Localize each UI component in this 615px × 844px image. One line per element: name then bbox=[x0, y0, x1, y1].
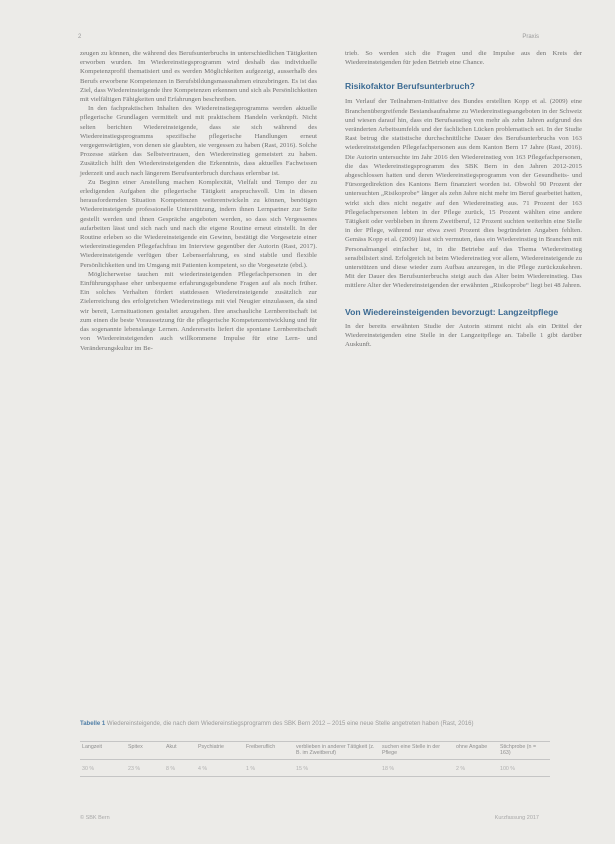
left-column bbox=[80, 49, 317, 353]
column-header: ohne Angabe bbox=[454, 742, 498, 760]
table-caption bbox=[80, 720, 550, 728]
paragraph: trieb. So werden sich die Fragen und die Impulse aus den Kreis der Wiedereinsteigenden für jeden Betrieb eine Chance. bbox=[345, 50, 582, 67]
section-heading: Von Wiedereinsteigenden bevorzugt: Langzeitpflege bbox=[345, 306, 559, 317]
table-cell: 23 % bbox=[126, 760, 164, 777]
footer-right: Kurzfassung 2017 bbox=[494, 815, 539, 821]
table-cell: 2 % bbox=[454, 760, 498, 777]
right-column bbox=[345, 49, 582, 349]
column-header: suchen eine Stelle in der Pflege bbox=[380, 742, 454, 760]
paragraph: Möglicherweise tauchen mit wiederinsteigenden Pflegefachpersonen in der Einführungsphase eher unbequeme erfahrungsgebundene Fragen auf als noch früher. Ein solches Verhalten fördert stattdessen Wiedereinsteigende zusätzlich zur Zielerreichung des erfolgreichen Wiedereinstiegs mit viel Neugier einzulassen, da sind wir bereit, Lernsituationen gestaltet anzugehen. Ihre anschauliche Lernbereitschaft ist zum einen die beste Voraussetzung für die pflegerische Kompetenzentwicklung und für das sogenannte lebenslange Lernen. Andererseits liefert die spontane Lernbereitschaft von Wiedereinsteigenden auch willkommene Impulse für eine Lern- und Veränderungskultur im Be- bbox=[80, 270, 317, 352]
table-cell: 18 % bbox=[380, 760, 454, 777]
column-header: Psychiatrie bbox=[196, 742, 244, 760]
page-number: 2 bbox=[78, 34, 82, 40]
footer-left: © SBK Bern bbox=[80, 815, 110, 821]
running-header: Praxis bbox=[522, 34, 539, 40]
column-header: Akut bbox=[164, 742, 196, 760]
paragraph: In der bereits erwähnten Studie der Autorin stimmt nicht als ein Drittel der Wiedereinsteigenden eine Stelle in der Langzeitpflege an. Tabelle 1 gibt darüber Auskunft. bbox=[345, 322, 582, 349]
column-header: verblieben in anderer Tätigkeit (z. B. im Zweitberuf) bbox=[294, 742, 380, 760]
table-cell: 8 % bbox=[164, 760, 196, 777]
table-row bbox=[80, 760, 550, 777]
data-table bbox=[80, 741, 550, 777]
table-cell: 100 % bbox=[498, 760, 550, 777]
paragraph: zeugen zu können, die während des Berufsunterbruchs in unterschiedlichen Tätigkeiten erworben wurden. Im Wiedereinstiegsprogramm wird deshalb das individuelle Kompetenzprofil thematisiert und es werden Möglichkeiten aufgezeigt, ausserhalb des Berufs erworbene Kompetenzen in Berufsbildungsmassnahmen einzubringen. Es ist das Ziel, dass Wiedereinsteigende ihre Kompetenzen erkennen und sich als Persönlichkeiten mit vielfältigen Fähigkeiten und Erfahrungen beschreiben. bbox=[80, 50, 317, 104]
section-heading: Risikofaktor Berufsunterbruch? bbox=[345, 81, 475, 92]
table-caption-text: Wiedereinsteigende, die nach dem Wiedereinstiegsprogramm des SBK Bern 2012 – 2015 eine neue Stelle angetreten haben (Rast, 2016) bbox=[106, 721, 474, 727]
table-cell: 15 % bbox=[294, 760, 380, 777]
paragraph: Im Verlauf der Teilnahmen-Initiative des Bundes erstellten Kopp et al. (2009) eine Branchenübergreifende Bestandsaufnahme zu Wiedereinstiegsangeboten in der Schweiz und wiesen darauf hin, dass ein Berufsaustieg von mehr als zehn Jahren aufgrund des veränderten Arbeitsumfelds und der fachlichen Lücken problematisch sei. In der Studie Rast betrug die statistische durchschnittliche Dauer des Berufsunterbruchs von 163 wiedereinsteigenden Pflegefachpersonen aus dem Kanton Bern 17 Jahre (Rast, 2016). Die Autorin untersuchte im Jahr 2016 den Wiedereinstieg von 163 Pflegefachpersonen, die das Wiedereinstiegsprogramm des SBK Bern in den Jahren 2012-2015 abgeschlossen hatten und deren Wiedereinstiegsprogramm von der Gesundheits- und Fürsorgedirektion des Kantons Bern finanziert worden ist. Obwohl 90 Prozent der untersuchten „Risikoprobe“ länger als zehn Jahre nicht mehr im Beruf gearbeitet hatten, wirkt sich dies nicht negativ auf den Wiedereinstieg aus. 71 Prozent der 163 Pflegefachpersonen lebten in der Pflege zurück, 15 Prozent wählten eine andere Tätigkeit oder verblieben in ihrem Zweitberuf, 12 Prozent suchten weiterhin eine Stelle in der Pflege, während nur etwa zwei Prozent dies begründeten Angaben fehlten. Gemäss Kopp et al. (2009) lässt sich vermuten, dass ein Wiedereinstieg in Branchen mit Personalmangel einfacher ist, in die Betriebe auf das Thema Wiedereinstieg sensibilisiert sind. Erfolgreich ist beim Wiedereinstieg vor allem, Wiedereinsteigende zu unterstützen und diese wieder zum Aufbau anzuregen, in die Pflege zurückzukehren. Mit der Dauer des Berufsunterbruchs steigt auch das Alter beim Wiedereinstieg. Das mittlere Alter der Wiedereinsteigenden der erwähnten „Risikoprobe“ liegt bei 48 Jahren. bbox=[345, 98, 582, 290]
paragraph: Zu Beginn einer Anstellung machen Komplexität, Vielfalt und Tempo der zu erledigenden Aufgaben die pflegerische Tätigkeit anspruchsvoll. Um in diesen herausfordernden Situation Kompetenzen weiterentwickeln zu können, benötigen Wiedereinsteigende professionelle Unterstützung, indem ihnen Lernpartner zur Seite gestellt werden und ihnen Gespräche angeboten werden, so dass sich Vergessenes aufarbeiten lässt und sich nach und nach die eigene Routine erneut einstellt. In der Routine erleben so die Wiedereinsteigende ein Gewinn, bestätigt die Vorgesetzte einer wiedereinstiegenden Pflegefachfrau im Interview gegenüber der Autorin (Rast, 2017). Wiedereinsteigende verfügen über Lebenserfahrung, es sind stabile und flexible Persönlichkeiten und im Umgang mit Patienten kompetent, so die Vorgesetzte (ebd.). bbox=[80, 178, 317, 269]
column-header: Stichprobe (n = 163) bbox=[498, 742, 550, 760]
table-header-row bbox=[80, 742, 550, 760]
paragraph: In den fachpraktischen Inhalten des Wiedereinstiegsprogramms werden aktuelle pflegerische Grundlagen vermittelt und mit praktischem Handeln verknüpft. Nicht selten berichten Wiedereinsteigende, dass sie sich während des Wiedereinstiegsprogramms spezifische pflegerische Handlungen erneut vergegenwärtigten, von denen sie glaubten, sie vergessen zu haben (Rast, 2016). Solche Prozesse stärken das Selbstvertrauen, den Wiedereinstieg gemeistert zu haben. Zusätzlich hilft den Wiedereinsteigenden die Erkenntnis, dass aktuelles Fachwissen jederzeit und auch nach längerem Berufsunterbruch durchaus erlernbar ist. bbox=[80, 105, 317, 177]
column-header: Langzeit bbox=[80, 742, 126, 760]
table-caption-label: Tabelle 1 bbox=[80, 721, 106, 727]
column-header: Spitex bbox=[126, 742, 164, 760]
column-header: Freiberuflich bbox=[244, 742, 294, 760]
table-cell: 30 % bbox=[80, 760, 126, 777]
table-cell: 4 % bbox=[196, 760, 244, 777]
table-cell: 1 % bbox=[244, 760, 294, 777]
